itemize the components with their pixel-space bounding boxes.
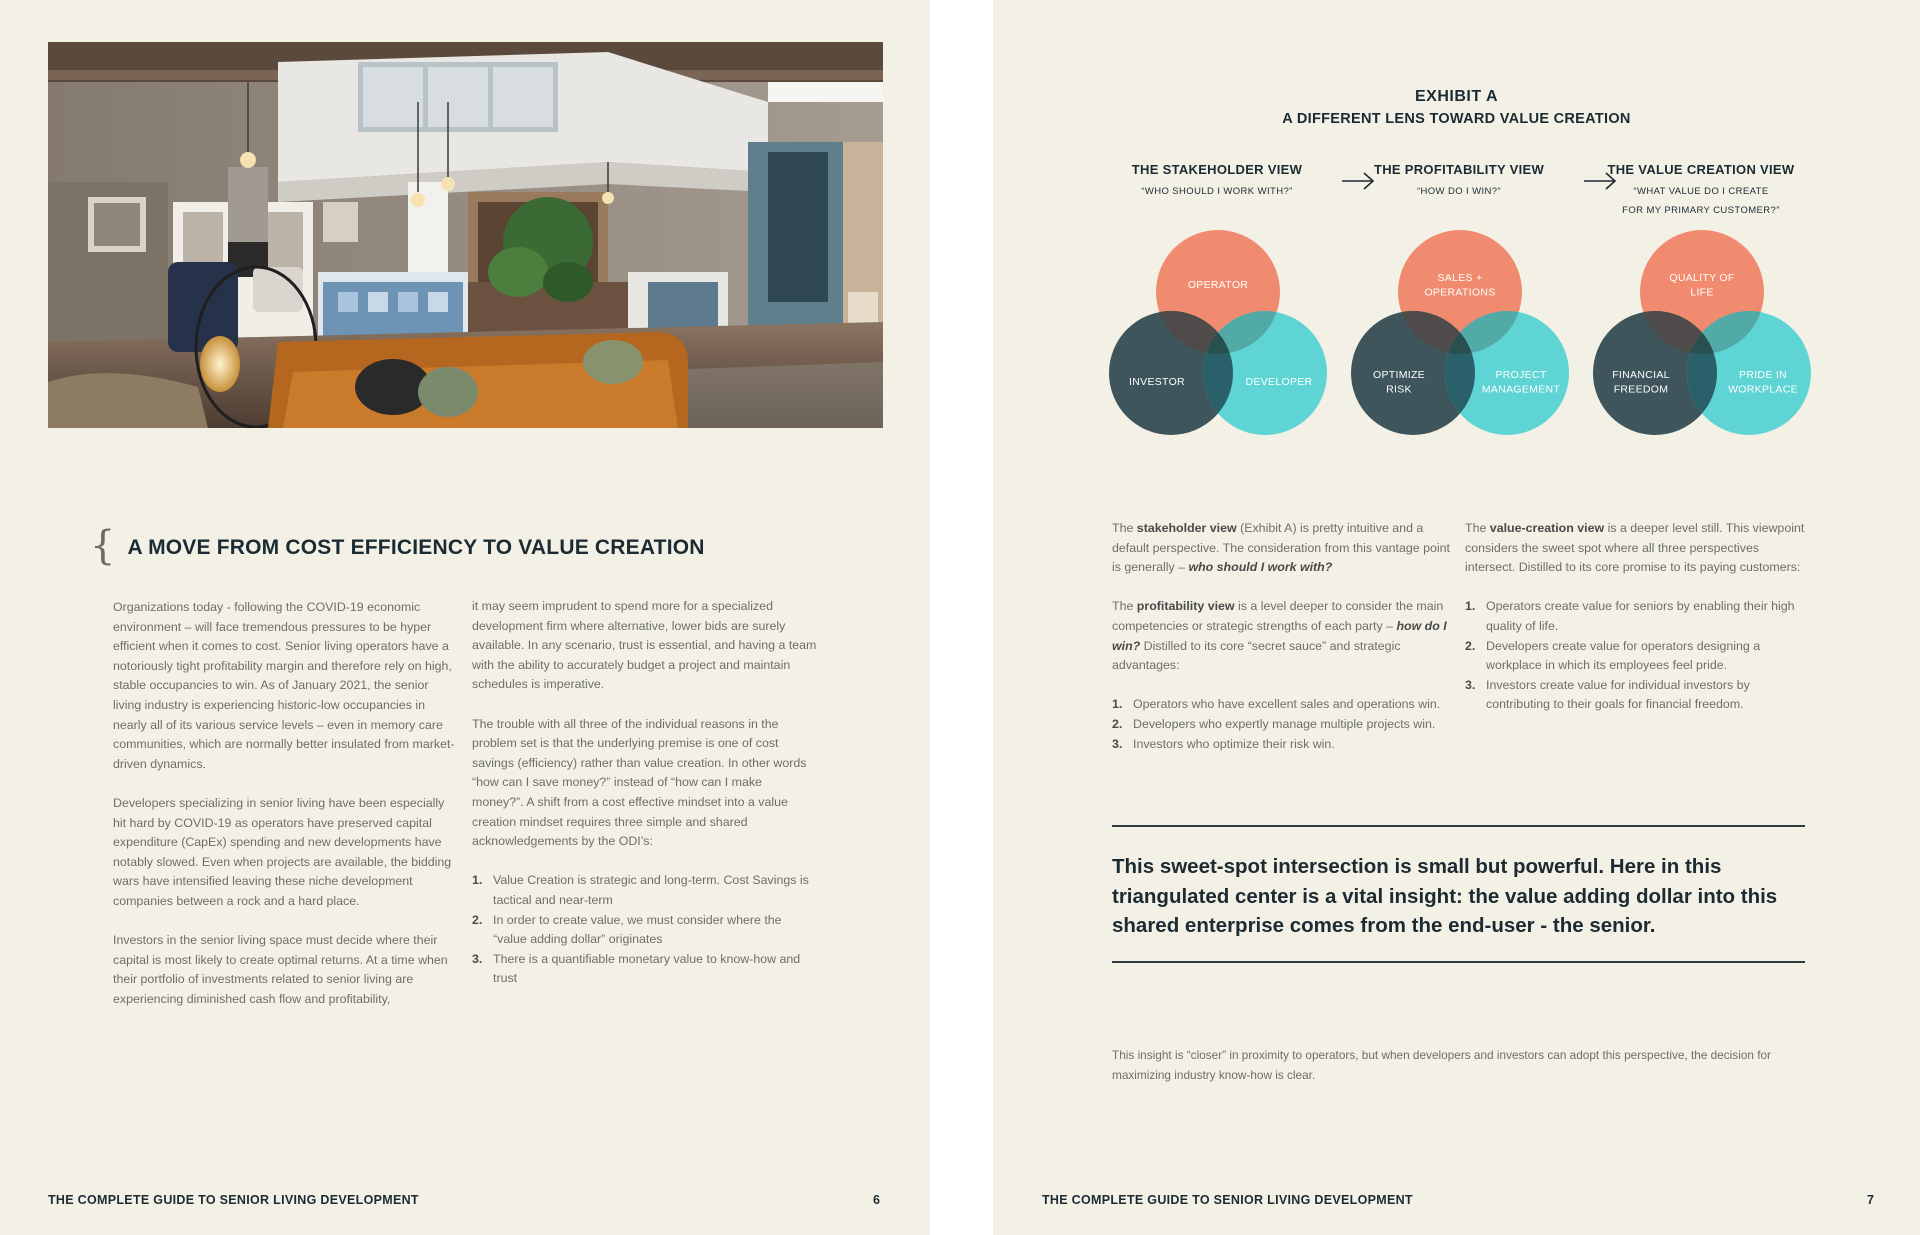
- venn-label-top: OPERATOR: [1187, 279, 1249, 291]
- list-text: Investors who optimize their risk win.: [1133, 736, 1335, 751]
- list-item: [1465, 676, 1805, 715]
- venn-svg: [1595, 228, 1810, 438]
- list-number: 1.: [472, 873, 483, 888]
- list-item: [472, 911, 817, 950]
- text: The: [1465, 521, 1490, 535]
- footer-title: THE COMPLETE GUIDE TO SENIOR LIVING DEVELOPMENT: [48, 1193, 419, 1207]
- paragraph: Organizations today - following the COVID-19 economic environment – will face tremendous pressures to be hyper efficient when it comes to cost. Senior living operators have a notoriously tight profitability margin and therefore rely on high, stable occupancies to win. As of January 2021, the senior living industry is experiencing historic-low occupancies in nearly all of its various service levels – even in memory care communities, which are normally better insulated from market-driven dynamics.: [113, 600, 455, 771]
- venn-label-left: OPTIMIZE RISK: [1373, 368, 1425, 396]
- list-number: 1.: [1112, 697, 1123, 712]
- right-column-2: [1465, 519, 1805, 715]
- list-text: Value Creation is strategic and long-term. Cost Savings is tactical and near-term: [493, 873, 809, 907]
- divider: [1112, 825, 1805, 827]
- text: (Exhibit A) is pretty intuitive and a default perspective. The consideration from this vantage point is generally –: [1112, 521, 1450, 575]
- view-subtitle: “HOW DO I WIN?”: [1416, 186, 1502, 197]
- list-item: [1112, 735, 1452, 755]
- list-item: [1465, 637, 1805, 676]
- lobby-photo: [48, 42, 883, 428]
- list-text: Operators who have excellent sales and operations win.: [1133, 697, 1441, 712]
- paragraph-profitability: [1112, 597, 1452, 675]
- list-text: There is a quantifiable monetary value to know-how and trust: [493, 951, 801, 986]
- footer-title: THE COMPLETE GUIDE TO SENIOR LIVING DEVELOPMENT: [1042, 1193, 1413, 1207]
- text: is a deeper level still. This viewpoint considers the sweet spot where all three perspectives intersect. Distilled to its core promise to its paying customers:: [1465, 521, 1805, 575]
- list-number: 3.: [1465, 677, 1476, 692]
- lobby-photo-image: [48, 42, 883, 428]
- list-number: 3.: [472, 951, 483, 966]
- text: is a level deeper to consider the main competencies or strategic strengths of each party –: [1112, 599, 1444, 633]
- list-text: Developers who expertly manage multiple projects win.: [1133, 716, 1436, 731]
- view-subtitle: “WHAT VALUE DO I CREATE: [1633, 186, 1769, 197]
- profitability-list: [1112, 695, 1452, 754]
- list-number: 1.: [1465, 599, 1476, 614]
- left-column-1: [113, 598, 458, 1009]
- venn-label-right: DEVELOPER: [1245, 376, 1313, 388]
- venn-label-top: QUALITY OF LIFE: [1669, 271, 1735, 299]
- list-number: 2.: [1112, 716, 1123, 731]
- list-text: In order to create value, we must consider where the “value adding dollar” originates: [493, 912, 782, 947]
- venn-diagram-stakeholder: [1111, 228, 1326, 438]
- venn-diagram-value-creation: [1595, 228, 1810, 438]
- list-item: [472, 871, 817, 910]
- view-heading-profitability: [1344, 161, 1574, 201]
- emphasis-text: how do I win?: [1112, 618, 1447, 653]
- text: The: [1112, 521, 1137, 535]
- text: Distilled to its core “secret sauce” and strategic advantages:: [1112, 638, 1401, 673]
- venn-svg: [1111, 228, 1326, 438]
- list-item: [1465, 597, 1805, 636]
- bold-text: stakeholder view: [1136, 521, 1237, 535]
- pull-quote: This sweet-spot intersection is small but powerful. Here in this triangulated center is a vital insight: the value adding dollar into this shared enterprise comes from the end-user - the senior.: [1112, 855, 1778, 937]
- list-text: Developers create value for operators designing a workplace in which its employees feel pride.: [1486, 638, 1761, 673]
- left-column-2: [472, 597, 817, 989]
- section-title: A MOVE FROM COST EFFICIENCY TO VALUE CREATION: [127, 536, 705, 559]
- bold-text: profitability view: [1136, 599, 1235, 614]
- right-column-1: [1112, 519, 1452, 754]
- paragraph-stakeholder: [1112, 519, 1452, 578]
- brace-icon: {: [90, 523, 116, 569]
- view-title: THE STAKEHOLDER VIEW: [1131, 162, 1303, 177]
- list-number: 2.: [472, 912, 483, 927]
- divider: [1112, 961, 1805, 963]
- exhibit-label: EXHIBIT A: [1414, 88, 1499, 105]
- right-page: [993, 0, 1920, 1235]
- text: The: [1112, 599, 1137, 614]
- list-item: [1112, 695, 1452, 715]
- paragraph: Investors in the senior living space must decide where their capital is most likely to create optimal returns. At a time when their portfolio of investments related to senior living are experiencing diminished cash flow and profitability,: [113, 933, 448, 1006]
- view-subtitle: “WHO SHOULD I WORK WITH?”: [1141, 186, 1293, 197]
- paragraph-value-creation: [1465, 519, 1805, 578]
- bold-text: value-creation view: [1489, 521, 1605, 535]
- venn-svg: [1353, 228, 1568, 438]
- view-heading-stakeholder: [1102, 161, 1332, 201]
- venn-label-right: PROJECT MANAGEMENT: [1481, 368, 1561, 396]
- view-title: THE VALUE CREATION VIEW: [1607, 162, 1795, 177]
- value-creation-list: [1465, 597, 1805, 715]
- view-subtitle: FOR MY PRIMARY CUSTOMER?”: [1622, 205, 1780, 216]
- list-item: [472, 950, 817, 989]
- venn-label-top: SALES + OPERATIONS: [1424, 271, 1496, 299]
- venn-label-left: INVESTOR: [1129, 376, 1185, 388]
- list-text: Operators create value for seniors by enabling their high quality of life.: [1486, 599, 1795, 633]
- emphasis-text: who should I work with?: [1188, 560, 1333, 575]
- list-number: 2.: [1465, 638, 1476, 653]
- exhibit-title: A DIFFERENT LENS TOWARD VALUE CREATION: [1282, 111, 1631, 127]
- list-item: [1112, 715, 1452, 735]
- acknowledgements-list: [472, 871, 817, 989]
- paragraph: The trouble with all three of the individual reasons in the problem set is that the underlying premise is one of cost savings (efficiency) rather than value creation. In other words “how can I save money?” instead of “how can I make money?”. A shift from a cost effective mindset into a value creation mindset requires three simple and shared acknowledgements by the ODI’s:: [472, 716, 807, 849]
- venn-label-right: PRIDE IN WORKPLACE: [1728, 368, 1798, 396]
- paragraph: it may seem imprudent to spend more for a specialized development firm where alternative, lower bids are surely available. In any scenario, trust is essential, and having a team with the ability to accurately budget a project and maintain schedules is imperative.: [472, 599, 817, 692]
- list-text: Investors create value for individual investors by contributing to their goals for financial freedom.: [1486, 677, 1750, 712]
- paragraph: Developers specializing in senior living have been especially hit hard by COVID-19 as operators have preserved capital expenditure (CapEx) spending and new developments have notably slowed. Even when projects are available, the bidding wars have intensified leaving these niche development companies between a rock and a hard place.: [113, 795, 452, 908]
- view-heading-value-creation: [1586, 161, 1816, 220]
- page-number: 7: [1867, 1193, 1875, 1207]
- list-number: 3.: [1112, 736, 1123, 751]
- insight-text: This insight is “closer” in proximity to operators, but when developers and investors can adopt this perspective, the decision for maximizing industry know-how is clear.: [1112, 1048, 1771, 1082]
- view-title: THE PROFITABILITY VIEW: [1373, 162, 1545, 177]
- left-page: [0, 0, 930, 1235]
- venn-diagram-profitability: [1353, 228, 1568, 438]
- venn-label-left: FINANCIAL FREEDOM: [1612, 368, 1670, 396]
- page-number: 6: [873, 1193, 881, 1207]
- section-heading: [90, 523, 890, 569]
